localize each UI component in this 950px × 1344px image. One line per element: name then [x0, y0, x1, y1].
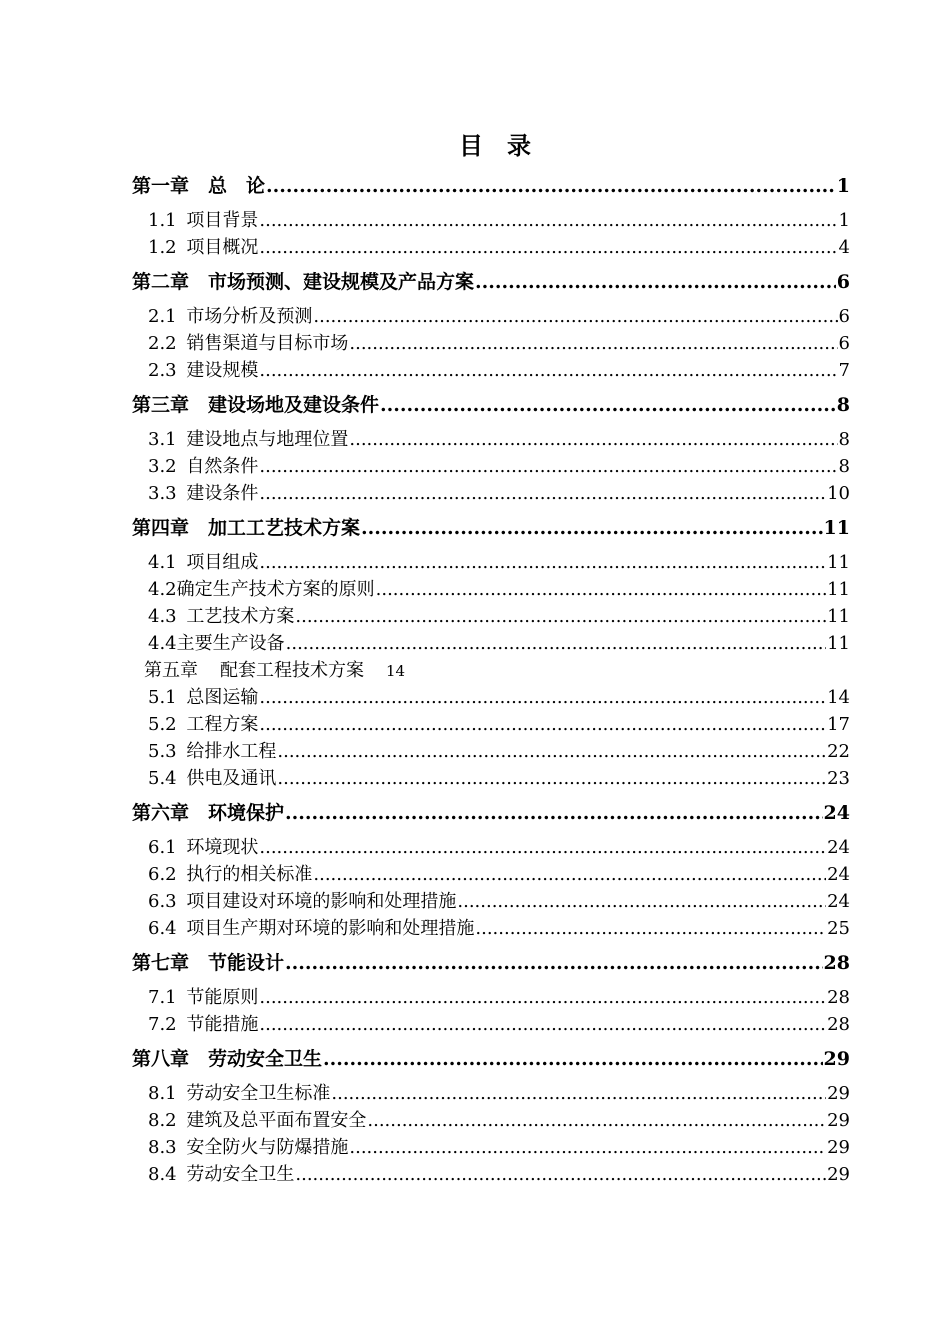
toc-chapter-entry[interactable]: [132, 947, 850, 979]
toc-section-entry[interactable]: [132, 234, 850, 261]
toc-entry-label: 总 论: [208, 175, 266, 197]
toc-entry-spacer: [177, 234, 183, 261]
toc-section-entry[interactable]: [132, 549, 850, 576]
toc-chapter-entry[interactable]: [132, 657, 850, 684]
toc-entry-label: 建设场地及建设条件: [208, 394, 380, 416]
toc-entry-page: 24: [827, 837, 850, 858]
toc-section-entry[interactable]: [132, 603, 850, 630]
toc-entry-label: 劳动安全卫生标准: [186, 1083, 331, 1104]
toc-entry-number: 6.2: [148, 864, 177, 885]
toc-chapter-entry[interactable]: [132, 797, 850, 829]
toc-entry-spacer: [177, 1161, 183, 1188]
toc-entry-label: 建设条件: [186, 483, 259, 504]
toc-section-entry[interactable]: [132, 711, 850, 738]
toc-entry-page: 1: [836, 175, 850, 197]
toc-leader-dots: [259, 234, 837, 261]
toc-entry-page: 14: [827, 687, 850, 708]
toc-entry-page: 25: [827, 918, 850, 939]
toc-leader-dots: [331, 1080, 826, 1107]
toc-chapter-entry[interactable]: [132, 512, 850, 544]
toc-entry-label: 给排水工程: [186, 741, 277, 762]
toc-leader-dots: [259, 549, 826, 576]
toc-entry-spacer: [189, 947, 208, 979]
toc-entry-number: 4.1: [148, 552, 177, 573]
toc-leader-dots: [259, 357, 837, 384]
toc-entry-spacer: [177, 603, 183, 630]
toc-entry-page: 28: [823, 952, 850, 974]
toc-entry-label: 加工工艺技术方案: [208, 517, 361, 539]
toc-entry-number: 第七章: [132, 952, 190, 974]
toc-entry-label: 供电及通讯: [186, 768, 277, 789]
toc-entry-spacer: [177, 1107, 183, 1134]
toc-entry-label: 工艺技术方案: [186, 606, 295, 627]
toc-entry-page: 29: [827, 1083, 850, 1104]
toc-entry-label: 工程方案: [186, 714, 259, 735]
toc-leader-dots: [349, 330, 837, 357]
toc-section-entry[interactable]: [132, 888, 850, 915]
toc-entry-page: 24: [827, 864, 850, 885]
toc-entry-label: 市场预测、建设规模及产品方案: [208, 271, 475, 293]
toc-section-entry[interactable]: [132, 630, 850, 657]
toc-entry-page: 23: [827, 768, 850, 789]
table-of-contents: [132, 170, 850, 1188]
toc-entry-page: 8: [838, 429, 850, 450]
toc-entry-spacer: [177, 684, 183, 711]
toc-entry-page: 29: [827, 1110, 850, 1131]
toc-leader-dots: [457, 888, 826, 915]
toc-entry-label: 销售渠道与目标市场: [186, 333, 349, 354]
toc-leader-dots: [367, 1107, 826, 1134]
toc-entry-page: 17: [827, 714, 850, 735]
toc-entry-spacer: [177, 984, 183, 1011]
toc-leader-dots: [313, 303, 837, 330]
toc-entry-label: 配套工程技术方案: [220, 660, 364, 681]
toc-leader-dots: [277, 765, 826, 792]
toc-leader-dots: [259, 984, 826, 1011]
toc-chapter-entry[interactable]: [132, 266, 850, 298]
toc-entry-label: 市场分析及预测: [186, 306, 313, 327]
toc-entry-number: 5.4: [148, 768, 177, 789]
toc-entry-spacer: [189, 170, 208, 202]
toc-entry-label: 建设地点与地理位置: [186, 429, 349, 450]
toc-entry-label: 环境保护: [208, 802, 285, 824]
toc-leader-dots: [259, 834, 826, 861]
toc-entry-spacer: [177, 738, 183, 765]
toc-entry-page: 29: [827, 1164, 850, 1185]
toc-entry-spacer: [177, 549, 183, 576]
toc-entry-spacer: [189, 266, 208, 298]
toc-section-entry[interactable]: [132, 480, 850, 507]
toc-section-entry[interactable]: [132, 1011, 850, 1038]
toc-entry-label: 节能措施: [186, 1014, 259, 1035]
toc-section-entry[interactable]: [132, 834, 850, 861]
toc-section-entry[interactable]: [132, 1161, 850, 1188]
toc-leader-dots: [295, 1161, 826, 1188]
toc-entry-spacer: [177, 861, 183, 888]
toc-entry-number: 1.1: [148, 210, 177, 231]
toc-entry-number: 第六章: [132, 802, 190, 824]
toc-entry-page: 28: [827, 1014, 850, 1035]
toc-entry-spacer: [177, 303, 183, 330]
toc-entry-page: 22: [827, 741, 850, 762]
toc-leader-dots: [285, 947, 823, 979]
toc-section-entry[interactable]: [132, 684, 850, 711]
toc-entry-spacer: [177, 426, 183, 453]
toc-entry-page: 11: [827, 606, 850, 627]
toc-entry-page: 8: [836, 394, 850, 416]
toc-entry-spacer: [177, 834, 183, 861]
toc-leader-dots: [259, 1011, 826, 1038]
toc-entry-page: 11: [827, 552, 850, 573]
toc-entry-label: 项目生产期对环境的影响和处理措施: [186, 918, 475, 939]
toc-entry-spacer: [189, 389, 208, 421]
toc-entry-number: 3.2: [148, 456, 177, 477]
toc-section-entry[interactable]: [132, 453, 850, 480]
toc-entry-spacer: [177, 207, 183, 234]
toc-section-entry[interactable]: [132, 207, 850, 234]
toc-entry-page: 11: [823, 517, 850, 539]
page-title: 目 录: [459, 131, 531, 160]
toc-entry-label: 劳动安全卫生: [208, 1048, 323, 1070]
toc-entry-label: 安全防火与防爆措施: [186, 1137, 349, 1158]
toc-entry-label: 节能原则: [186, 987, 259, 1008]
toc-entry-spacer: [177, 915, 183, 942]
toc-chapter-entry[interactable]: [132, 389, 850, 421]
toc-entry-page: 6: [838, 333, 850, 354]
toc-entry-label: 劳动安全卫生: [186, 1164, 295, 1185]
toc-entry-number: 第四章: [132, 517, 190, 539]
toc-entry-label: 执行的相关标准: [186, 864, 313, 885]
toc-chapter-entry[interactable]: [132, 1043, 850, 1075]
toc-entry-spacer: [177, 330, 183, 357]
toc-entry-label: 总图运输: [186, 687, 259, 708]
toc-entry-number: 6.1: [148, 837, 177, 858]
toc-leader-dots: [313, 861, 826, 888]
toc-entry-number: 2.1: [148, 306, 177, 327]
toc-leader-dots: [380, 389, 836, 421]
toc-entry-label: 节能设计: [208, 952, 285, 974]
toc-section-entry[interactable]: [132, 1080, 850, 1107]
toc-entry-spacer: [177, 357, 183, 384]
toc-entry-spacer: [177, 1011, 183, 1038]
toc-entry-page: 10: [827, 483, 850, 504]
toc-leader-dots: [349, 1134, 826, 1161]
toc-section-entry[interactable]: [132, 303, 850, 330]
toc-entry-number: 7.2: [148, 1014, 177, 1035]
toc-leader-dots: [323, 1043, 823, 1075]
toc-entry-number: 4.4: [148, 633, 177, 654]
toc-entry-number: 6.4: [148, 918, 177, 939]
toc-section-entry[interactable]: [132, 765, 850, 792]
toc-section-entry[interactable]: [132, 576, 850, 603]
toc-entry-label: 建筑及总平面布置安全: [186, 1110, 367, 1131]
toc-entry-page: 1: [838, 210, 850, 231]
toc-entry-spacer: [177, 711, 183, 738]
toc-entry-number: 4.3: [148, 606, 177, 627]
toc-entry-number: 8.2: [148, 1110, 177, 1131]
toc-entry-label: 项目建设对环境的影响和处理措施: [186, 891, 457, 912]
toc-entry-number: 8.4: [148, 1164, 177, 1185]
toc-entry-page: 6: [838, 306, 850, 327]
toc-entry-number: 1.2: [148, 237, 177, 258]
toc-section-entry[interactable]: [132, 357, 850, 384]
toc-entry-label: 项目组成: [186, 552, 259, 573]
toc-entry-number: 7.1: [148, 987, 177, 1008]
toc-entry-page: 28: [827, 987, 850, 1008]
toc-entry-spacer: [177, 480, 183, 507]
toc-leader-dots: [259, 207, 837, 234]
toc-leader-dots: [259, 480, 826, 507]
toc-entry-page: 29: [827, 1137, 850, 1158]
toc-entry-number: 第三章: [132, 394, 190, 416]
toc-leader-dots: [349, 426, 837, 453]
toc-entry-page: 11: [827, 579, 850, 600]
toc-chapter-entry[interactable]: [132, 170, 850, 202]
toc-entry-label: 项目概况: [186, 237, 259, 258]
toc-entry-spacer: [177, 453, 183, 480]
toc-section-entry[interactable]: [132, 738, 850, 765]
toc-entry-number: 5.2: [148, 714, 177, 735]
toc-entry-spacer: [189, 512, 208, 544]
toc-entry-spacer: [189, 1043, 208, 1075]
toc-entry-spacer: [189, 797, 208, 829]
toc-leader-dots: [361, 512, 823, 544]
toc-leader-dots: [266, 170, 836, 202]
toc-entry-number: 3.1: [148, 429, 177, 450]
toc-entry-label: 环境现状: [186, 837, 259, 858]
toc-entry-label: 建设规模: [186, 360, 259, 381]
toc-entry-spacer: [177, 1134, 183, 1161]
toc-leader-dots: [376, 576, 826, 603]
toc-entry-label: 项目背景: [186, 210, 259, 231]
toc-leader-dots: [259, 684, 826, 711]
toc-leader-dots: [475, 915, 826, 942]
toc-entry-page: 11: [827, 633, 850, 654]
toc-entry-page: 14: [386, 662, 406, 680]
toc-leader-dots: [286, 630, 826, 657]
toc-section-entry[interactable]: [132, 1107, 850, 1134]
toc-entry-number: 第二章: [132, 271, 190, 293]
toc-entry-number: 3.3: [148, 483, 177, 504]
toc-entry-label: 主要生产设备: [176, 633, 285, 654]
toc-entry-number: 8.1: [148, 1083, 177, 1104]
toc-leader-dots: [259, 453, 837, 480]
toc-entry-page: 6: [836, 271, 850, 293]
toc-leader-dots: [285, 797, 823, 829]
toc-section-entry[interactable]: [132, 1134, 850, 1161]
toc-section-entry[interactable]: [132, 915, 850, 942]
toc-entry-number: 5.3: [148, 741, 177, 762]
toc-section-entry[interactable]: [132, 861, 850, 888]
toc-entry-number: 5.1: [148, 687, 177, 708]
toc-entry-page: 7: [838, 360, 850, 381]
toc-entry-number: 2.3: [148, 360, 177, 381]
toc-entry-page: 24: [827, 891, 850, 912]
toc-entry-number: 8.3: [148, 1137, 177, 1158]
toc-entry-spacer: [177, 765, 183, 792]
toc-entry-label: 自然条件: [186, 456, 259, 477]
toc-entry-spacer: [177, 1080, 183, 1107]
toc-entry-number: 6.3: [148, 891, 177, 912]
toc-entry-number: 第一章: [132, 175, 190, 197]
toc-entry-page: 8: [838, 456, 850, 477]
toc-leader-dots: [259, 711, 826, 738]
toc-entry-page: 29: [823, 1048, 850, 1070]
toc-entry-number: 2.2: [148, 333, 177, 354]
toc-entry-number: 4.2: [148, 579, 177, 600]
toc-entry-page: 24: [823, 802, 850, 824]
toc-leader-dots: [277, 738, 826, 765]
toc-entry-page: 4: [838, 237, 850, 258]
toc-entry-spacer: [177, 888, 183, 915]
toc-entry-number: 第五章: [144, 660, 198, 681]
toc-leader-dots: [295, 603, 826, 630]
toc-section-entry[interactable]: [132, 330, 850, 357]
toc-section-entry[interactable]: [132, 426, 850, 453]
toc-leader-dots: [475, 266, 836, 298]
toc-entry-number: 第八章: [132, 1048, 190, 1070]
toc-section-entry[interactable]: [132, 984, 850, 1011]
toc-entry-label: 确定生产技术方案的原则: [176, 579, 375, 600]
